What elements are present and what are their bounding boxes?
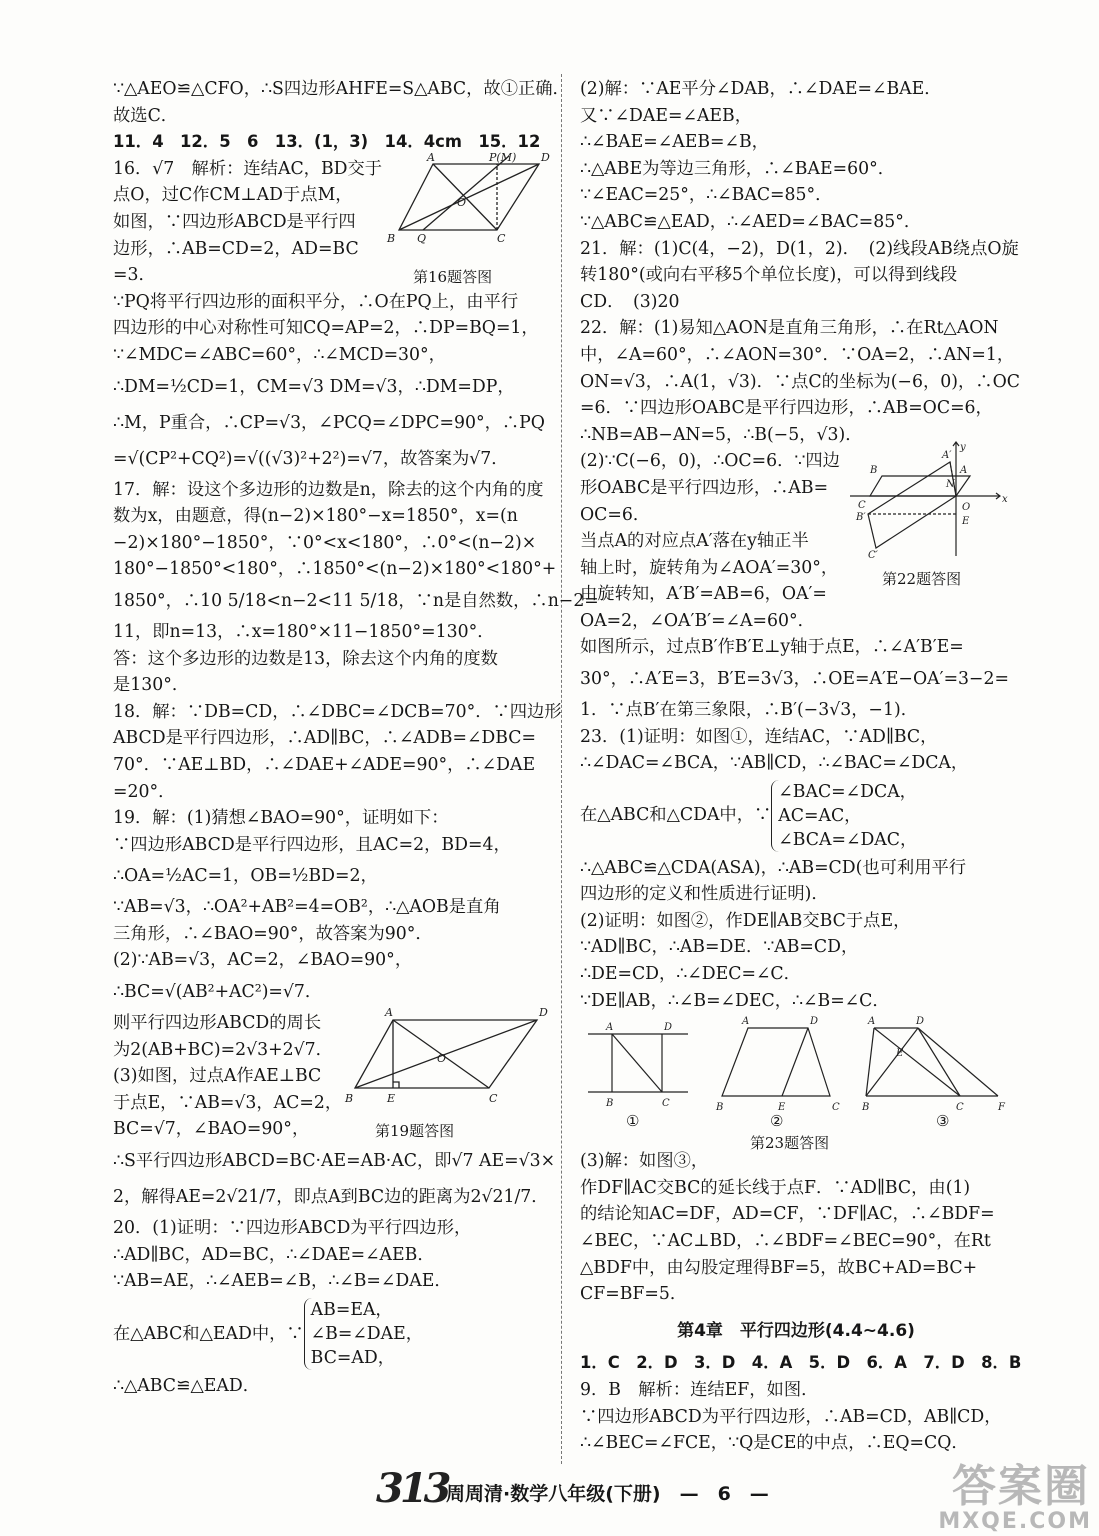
answers-1-8: 1．C 2．D 3．D 4．A 5．D 6．A 7．D 8．B bbox=[580, 1353, 1022, 1373]
left-column bbox=[113, 76, 599, 1399]
q23-line: ∴∠DAC=∠BCA，∵AB∥CD，∴∠BAC=∠DCA， bbox=[580, 753, 969, 774]
equation-system bbox=[304, 1298, 423, 1370]
q22-line: ON=√3，∴A(1，√3)．∵点C的坐标为(−6，0)，∴OC bbox=[580, 371, 1020, 392]
chapter-heading: 第4章 平行四边形(4.4~4.6) bbox=[677, 1320, 915, 1341]
text-line: (2)解：∵AE平分∠DAB，∴∠DAE=∠BAE． bbox=[580, 79, 942, 99]
q22-line: 当点A的对应点A′落在y轴正半 bbox=[580, 531, 809, 552]
q16-line: ∴M，P重合，∴CP=√3，∠PCQ=∠DPC=90°，∴PQ bbox=[113, 412, 545, 433]
q23-line: △BDF中，由勾股定理得BF=5，故BC+AD=BC+ bbox=[580, 1257, 978, 1278]
q17-line: 是130°． bbox=[113, 675, 190, 696]
text-line: 故选C． bbox=[113, 105, 179, 126]
q18-line: ABCD是平行四边形，∴AD∥BC，∴∠ADB=∠DBC= bbox=[113, 728, 537, 749]
svg-text:D: D bbox=[539, 1006, 548, 1020]
q23-line: 23．(1)证明：如图①，连结AC，∵AD∥BC， bbox=[580, 726, 938, 747]
svg-text:E: E bbox=[962, 516, 970, 528]
q16-line: 16．√7 解析：连结AC，BD交于 bbox=[113, 158, 383, 179]
svg-text:D: D bbox=[916, 1016, 925, 1028]
q16-line: 点O，过C作CM⊥AD于点M， bbox=[113, 185, 353, 206]
q19-line: BC=√7，∠BAO=90°， bbox=[113, 1119, 310, 1140]
q18-line: 70°．∵AE⊥BD，∴∠DAE+∠ADE=90°，∴∠DAE bbox=[113, 754, 536, 775]
text-line: ∵△AEO≌△CFO，∴S四边形AHFE=S△ABC，故①正确． bbox=[113, 79, 570, 99]
q16-line: =√(CP²+CQ²)=√((√3)²+2²)=√7，故答案为√7． bbox=[113, 448, 509, 469]
q22-line: OC=6． bbox=[580, 504, 651, 525]
column-divider bbox=[561, 74, 562, 1464]
svg-text:B: B bbox=[862, 1102, 870, 1114]
q22-line: 22．解：(1)易知△AON是直角三角形，∴在Rt△AON bbox=[580, 318, 999, 339]
svg-text:A: A bbox=[960, 465, 968, 477]
q19-line: 2，解得AE=2√21/7，即点A到BC边的距离为2√21/7． bbox=[113, 1187, 549, 1208]
svg-text:E: E bbox=[778, 1102, 786, 1114]
q17-line: 数为x，由题意，得(n−2)×180°−x=1850°，x=(n bbox=[113, 506, 518, 527]
q19-line: 19．解：(1)猜想∠BAO=90°，证明如下： bbox=[113, 808, 449, 829]
q17-line: 1850°，∴10 5/18<n−2<11 5/18，∵n是自然数，∴n−2= bbox=[113, 590, 599, 611]
svg-text:E: E bbox=[387, 1092, 396, 1106]
svg-text:O: O bbox=[457, 195, 467, 209]
q19-line: ∵AB=√3，∴OA²+AB²=4=OB²，∴△AOB是直角 bbox=[113, 897, 501, 918]
figure-caption: 第19题答图 bbox=[375, 1122, 455, 1141]
q23-line: CF=BF=5． bbox=[580, 1284, 688, 1305]
q23-figures bbox=[580, 1014, 1012, 1153]
q23-line: (3)解：如图③， bbox=[580, 1151, 709, 1172]
system-line: BC=AD， bbox=[310, 1347, 396, 1368]
q23-figure-3 bbox=[862, 1014, 1012, 1114]
q23-line: ∴DE=CD，∴∠DEC=∠C． bbox=[580, 964, 801, 985]
answer-9-line: 9．B 解析：连结EF，如图． bbox=[580, 1380, 819, 1400]
q17-line: 17．解：设这个多边形的边数是n，除去的这个内角的度 bbox=[113, 479, 544, 500]
q22-figure bbox=[848, 440, 1008, 560]
text-line: ∵△ABC≌△EAD，∴∠AED=∠BAC=85°． bbox=[580, 211, 922, 232]
q20-line: 20．(1)证明：∵四边形ABCD为平行四边形， bbox=[113, 1218, 472, 1239]
q16-line: 四边形的中心对称性可知CQ=AP=2，∴DP=BQ=1， bbox=[113, 318, 539, 339]
q19-line: (3)如图，过点A作AE⊥BC bbox=[113, 1066, 322, 1087]
q19-block bbox=[113, 1006, 548, 1143]
svg-text:F: F bbox=[998, 1102, 1005, 1114]
svg-text:C: C bbox=[832, 1102, 840, 1114]
q21-line: 转180°(或向右平移5个单位长度)，可以得到线段 bbox=[580, 265, 958, 286]
q21-line: 21．解：(1)C(4，−2)，D(1，2)． (2)线段AB绕点O旋 bbox=[580, 238, 1019, 259]
system-line: ∠B=∠DAE， bbox=[310, 1323, 424, 1344]
svg-text:D: D bbox=[810, 1016, 819, 1028]
text-line: ∴∠BAE=∠AEB=∠B， bbox=[580, 132, 769, 153]
brand-logo: 313 bbox=[376, 1465, 448, 1512]
q22-line: 轴上时，旋转角为∠AOA′=30°， bbox=[580, 557, 839, 578]
watermark-url: MXQE.COM bbox=[938, 1509, 1092, 1534]
q23-line: ∠BEC，∵AC⊥BD，∴∠BDF=∠BEC=90°，在Rt bbox=[580, 1231, 991, 1252]
svg-text:N: N bbox=[946, 479, 955, 491]
svg-text:Q: Q bbox=[417, 231, 427, 245]
q16-line: =3． bbox=[113, 265, 156, 286]
q22-line: 如图所示，过点B′作B′E⊥y轴于点E，∴∠A′B′E= bbox=[580, 637, 964, 658]
q22-block bbox=[580, 442, 1012, 634]
q23-line: 在△ABC和△CDA中，∵ bbox=[580, 805, 772, 826]
q22-line: 30°，∴A′E=3，B′E=3√3，∴OE=A′E−OA′=3−2= bbox=[580, 668, 1010, 689]
watermark bbox=[908, 1450, 1098, 1536]
q17-line: −2)×180°−1850°，∵0°<x<180°，∴0°<(n−2)× bbox=[113, 532, 537, 553]
svg-text:C: C bbox=[497, 231, 506, 245]
equation-system bbox=[771, 780, 917, 852]
q19-line: ∴OA=½AC=1，OB=½BD=2， bbox=[113, 866, 378, 887]
svg-text:D: D bbox=[664, 1022, 673, 1034]
q23-figure-2 bbox=[714, 1014, 844, 1114]
q16-figure bbox=[385, 150, 555, 265]
q21-line: CD． (3)20 bbox=[580, 291, 680, 312]
q20-line: ∴△ABC≌△EAD． bbox=[113, 1375, 261, 1396]
answers-11-15: 11．4 12．5 6 13．(1，3) 14．4cm 15．12 bbox=[113, 132, 541, 152]
q23-figure-1 bbox=[586, 1020, 690, 1112]
figure-caption: 第16题答图 bbox=[413, 267, 493, 286]
q20-line: ∵AB=AE，∴∠AEB=∠B，∴∠B=∠DAE． bbox=[113, 1271, 452, 1292]
svg-text:A: A bbox=[606, 1022, 614, 1034]
svg-text:A: A bbox=[868, 1016, 876, 1028]
text-line: ∴△ABE为等边三角形，∴∠BAE=60°． bbox=[580, 158, 895, 179]
q17-line: 11，即n=13，∴x=180°×11−1850°=130°． bbox=[113, 621, 495, 642]
svg-text:B′: B′ bbox=[856, 512, 866, 524]
footer-text: 周周清·数学八年级(下册) — 6 — bbox=[446, 1483, 769, 1505]
q19-line: ∴BC=√(AB²+AC²)=√7． bbox=[113, 982, 323, 1003]
q23-line: (2)证明：如图②，作DE∥AB交BC于点E， bbox=[580, 910, 911, 931]
q22-line: (2)∵C(−6，0)，∴OC=6．∵四边 bbox=[580, 451, 840, 472]
q23-line: ∵DE∥AB，∴∠B=∠DEC，∴∠B=∠C． bbox=[580, 990, 890, 1011]
q19-line: 则平行四边形ABCD的周长 bbox=[113, 1013, 322, 1034]
q19-line: 三角形，∴∠BAO=90°，故答案为90°． bbox=[113, 923, 433, 944]
q23-system-row bbox=[580, 777, 1012, 855]
svg-text:E: E bbox=[896, 1048, 904, 1060]
q23-line: 的结论知AC=DF，AD=CF，∵DF∥AC，∴∠BDF= bbox=[580, 1204, 995, 1225]
q19-line: ∵四边形ABCD是平行四边形，且AC=2，BD=4， bbox=[113, 834, 511, 855]
q19-line: 为2(AB+BC)=2√3+2√7． bbox=[113, 1039, 333, 1060]
text-line: 又∵∠DAE=∠AEB， bbox=[580, 105, 753, 126]
q19-line: ∴S平行四边形ABCD=BC·AE=AB·AC，即√7 AE=√3× bbox=[113, 1151, 556, 1172]
q16-line: 如图，∵四边形ABCD是平行四 bbox=[113, 211, 356, 232]
q22-line: =6．∵四边形OABC是平行四边形，∴AB=OC=6， bbox=[580, 398, 993, 419]
q22-line: OA=2，∠OA′B′=∠A=60°． bbox=[580, 610, 815, 631]
figure-number: ② bbox=[770, 1112, 784, 1131]
q16-line: ∵∠MDC=∠ABC=60°，∴∠MCD=30°， bbox=[113, 344, 446, 365]
q23-line: 作DF∥AC交BC的延长线于点F．∵AD∥BC，由(1) bbox=[580, 1177, 971, 1198]
q20-line: 在△ABC和△EAD中，∵ bbox=[113, 1323, 304, 1344]
svg-text:A: A bbox=[427, 150, 435, 164]
q22-line: ∴NB=AB−AN=5，∴B(−5，√3)． bbox=[580, 424, 863, 445]
svg-text:O: O bbox=[437, 1052, 447, 1066]
svg-text:B: B bbox=[606, 1098, 614, 1110]
q16-block bbox=[113, 150, 550, 289]
q18-line: 18．解：∵DB=CD，∴∠DBC=∠DCB=70°．∵四边形 bbox=[113, 701, 562, 722]
svg-text:x: x bbox=[1002, 494, 1008, 506]
q20-line: ∴AD∥BC，AD=BC，∴∠DAE=∠AEB． bbox=[113, 1244, 435, 1265]
q17-line: 180°−1850°<180°，∴1850°<(n−2)×180°<180°+ bbox=[113, 559, 557, 580]
svg-text:A: A bbox=[385, 1006, 393, 1020]
svg-text:B: B bbox=[387, 231, 396, 245]
q16-line: ∴DM=½CD=1，CM=√3 DM=√3，∴DM=DP， bbox=[113, 376, 515, 397]
answer-9-line: ∵四边形ABCD为平行四边形，∴AB=CD，AB∥CD， bbox=[580, 1406, 1002, 1427]
q17-line: 答：这个多边形的边数是13，除去这个内角的度数 bbox=[113, 648, 498, 669]
text-line: ∵∠EAC=25°，∴∠BAC=85°． bbox=[580, 185, 833, 206]
svg-text:P(M): P(M) bbox=[489, 150, 517, 164]
q23-line: 四边形的定义和性质进行证明)． bbox=[580, 884, 829, 905]
q23-line: ∴△ABC≌△CDA(ASA)，∴AB=CD(也可利用平行 bbox=[580, 857, 967, 878]
svg-text:B: B bbox=[716, 1102, 724, 1114]
system-line: AB=EA， bbox=[310, 1299, 393, 1320]
svg-text:D: D bbox=[541, 150, 550, 164]
q20-system-row bbox=[113, 1295, 547, 1373]
svg-text:A′: A′ bbox=[942, 450, 952, 462]
svg-text:C: C bbox=[858, 500, 866, 512]
svg-text:C: C bbox=[662, 1098, 670, 1110]
figure-caption: 第23题答图 bbox=[750, 1134, 830, 1153]
watermark-text: 答案圈 bbox=[952, 1461, 1090, 1512]
system-line: AC=AC， bbox=[778, 805, 862, 826]
figure-number: ③ bbox=[936, 1112, 950, 1131]
svg-text:y: y bbox=[960, 442, 966, 454]
q19-line: (2)∵AB=√3，AC=2，∠BAO=90°， bbox=[113, 950, 413, 971]
svg-text:B: B bbox=[870, 465, 878, 477]
page-footer bbox=[376, 1465, 796, 1517]
q22-line: 形OABC是平行四边形，∴AB= bbox=[580, 477, 829, 498]
svg-text:A: A bbox=[742, 1016, 750, 1028]
svg-text:C: C bbox=[489, 1092, 498, 1106]
q22-line: 1．∵点B′在第三象限，∴B′(−3√3，−1)． bbox=[580, 699, 919, 720]
system-line: ∠BAC=∠DCA， bbox=[778, 781, 917, 802]
svg-text:O: O bbox=[962, 502, 971, 514]
q18-line: =20°． bbox=[113, 781, 176, 802]
svg-text:B: B bbox=[345, 1092, 354, 1106]
svg-text:C: C bbox=[956, 1102, 964, 1114]
right-column bbox=[580, 76, 1022, 1457]
q19-figure bbox=[341, 1004, 547, 1112]
svg-text:C′: C′ bbox=[868, 550, 878, 562]
figure-caption: 第22题答图 bbox=[882, 570, 962, 589]
q22-line: 由旋转知，A′B′=AB=6，OA′= bbox=[580, 584, 827, 605]
figure-number: ① bbox=[626, 1112, 640, 1131]
system-line: ∠BCA=∠DAC， bbox=[778, 829, 918, 850]
q22-line: 中，∠A=60°，∴∠AON=30°．∵OA=2，∴AN=1， bbox=[580, 344, 1015, 365]
q23-line: ∵AD∥BC，∴AB=DE．∵AB=CD， bbox=[580, 937, 859, 958]
q19-line: 于点E，∵AB=√3，AC=2， bbox=[113, 1092, 343, 1113]
q16-line: ∵PQ将平行四边形的面积平分，∴O在PQ上，由平行 bbox=[113, 291, 519, 312]
answer-9-line: ∴∠BEC=∠FCE，∵Q是CE的中点，∴EQ=CQ． bbox=[580, 1433, 969, 1454]
q16-line: 边形，∴AB=CD=2，AD=BC bbox=[113, 238, 359, 259]
